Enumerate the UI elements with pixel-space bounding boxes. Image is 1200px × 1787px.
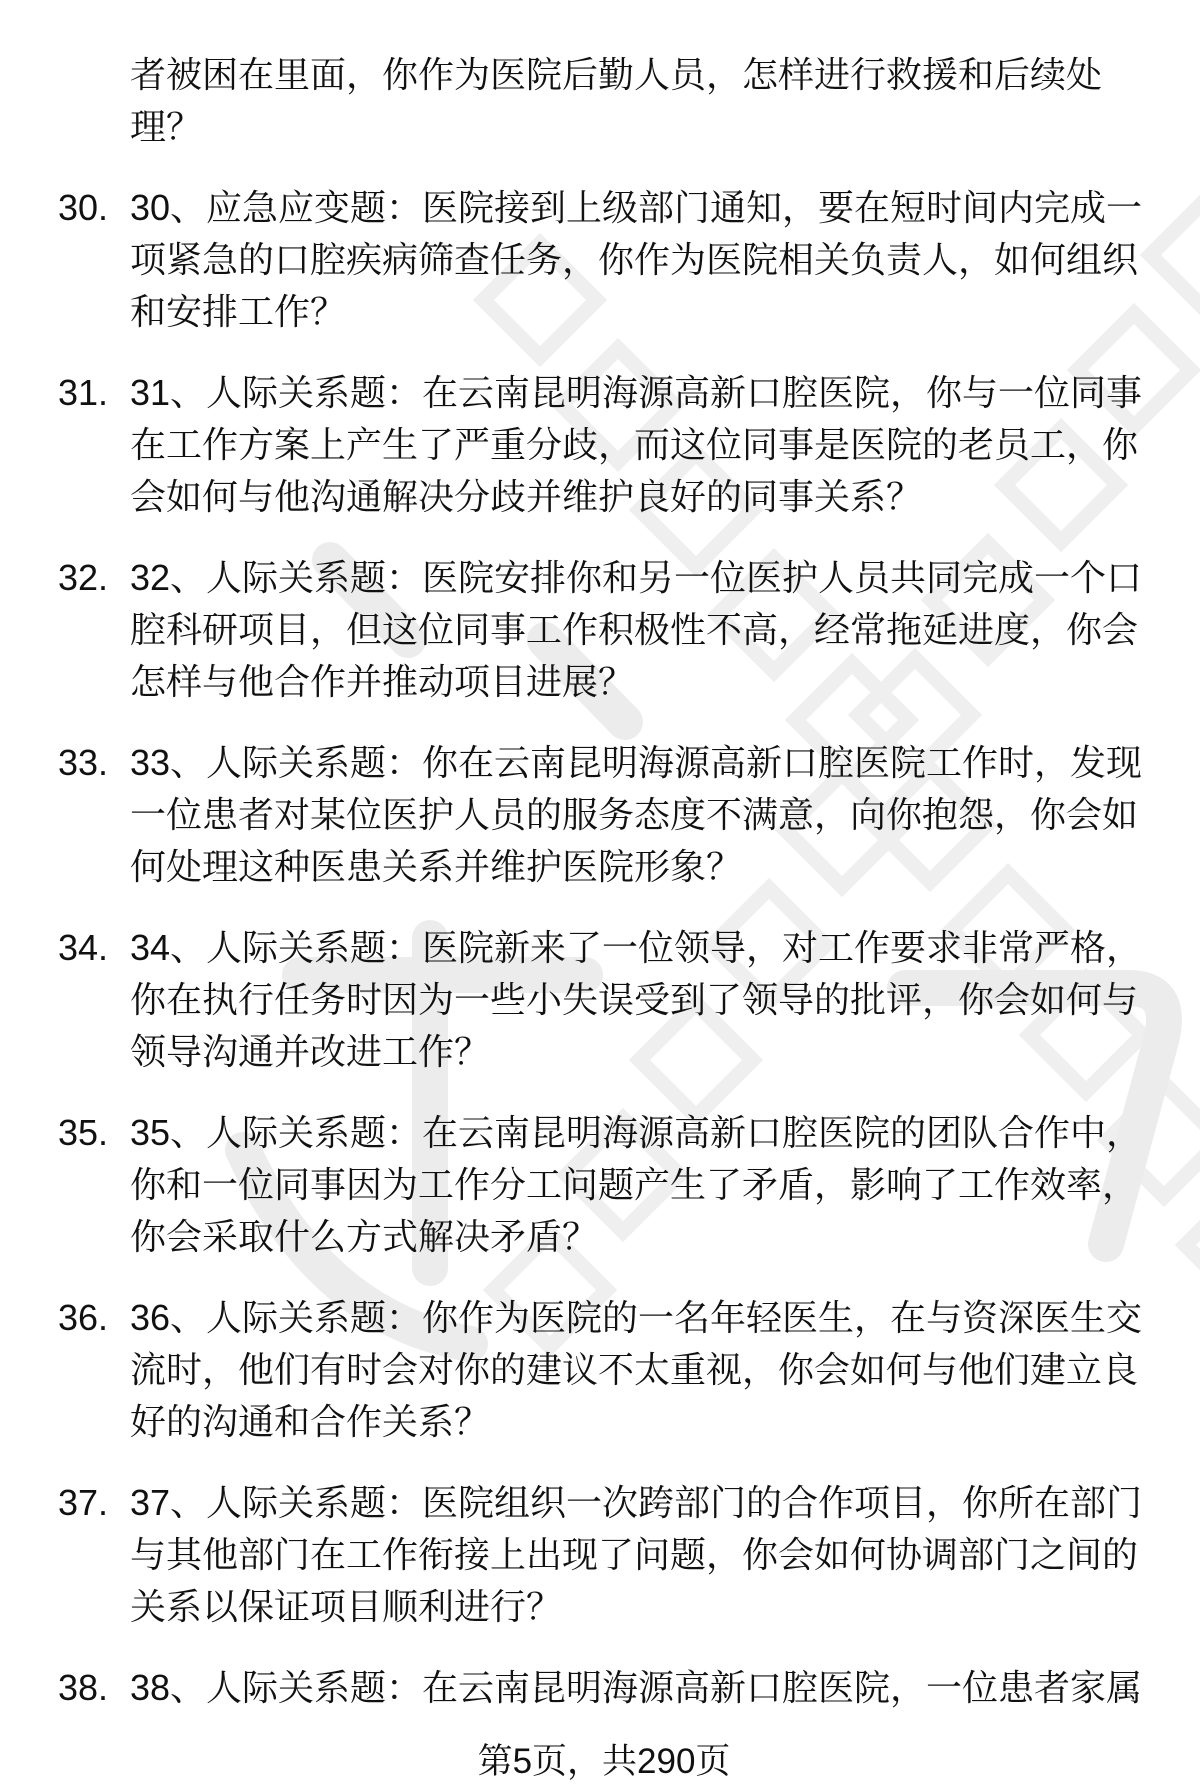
question-item [58, 1477, 1150, 1633]
page-footer: 第5页，共290页 [477, 1742, 731, 1781]
question-number: 38. [58, 1667, 109, 1708]
question-list [58, 182, 1150, 1714]
question-number: 30. [58, 187, 109, 228]
question-item [58, 182, 1150, 338]
question-text: 35、人际关系题：在云南昆明海源高新口腔医院的团队合作中，你和一位同事因为工作分工问题产生了矛盾，影响了工作效率，你会采取什么方式解决矛盾？ [130, 1112, 1143, 1257]
question-number: 33. [58, 742, 109, 783]
question-text: 38、人际关系题：在云南昆明海源高新口腔医院，一位患者家属 [130, 1667, 1143, 1708]
question-text: 33、人际关系题：你在云南昆明海源高新口腔医院工作时，发现一位患者对某位医护人员的服务态度不满意，向你抱怨，你会如何处理这种医患关系并维护医院形象？ [130, 742, 1143, 887]
question-number: 37. [58, 1482, 109, 1523]
question-item [58, 1107, 1150, 1263]
question-number: 35. [58, 1112, 109, 1153]
question-item [58, 922, 1150, 1078]
question-number: 31. [58, 372, 109, 413]
question-29-continuation-text: 者被困在里面，你作为医院后勤人员，怎样进行救援和后续处理？ [130, 54, 1103, 147]
question-text: 36、人际关系题：你作为医院的一名年轻医生，在与资深医生交流时，他们有时会对你的建议不太重视，你会如何与他们建立良好的沟通和合作关系？ [130, 1297, 1143, 1442]
question-item [58, 1662, 1150, 1714]
question-item [58, 1292, 1150, 1448]
question-text: 31、人际关系题：在云南昆明海源高新口腔医院，你与一位同事在工作方案上产生了严重分歧，而这位同事是医院的老员工，你会如何与他沟通解决分歧并维护良好的同事关系？ [130, 372, 1143, 517]
question-item [58, 367, 1150, 523]
question-item [58, 737, 1150, 893]
question-text: 34、人际关系题：医院新来了一位领导，对工作要求非常严格，你在执行任务时因为一些小失误受到了领导的批评，你会如何与领导沟通并改进工作？ [130, 927, 1143, 1072]
question-text: 30、应急应变题：医院接到上级部门通知，要在短时间内完成一项紧急的口腔疾病筛查任务，你作为医院相关负责人，如何组织和安排工作？ [130, 187, 1143, 332]
question-text: 32、人际关系题：医院安排你和另一位医护人员共同完成一个口腔科研项目，但这位同事工作积极性不高，经常拖延进度，你会怎样与他合作并推动项目进展？ [130, 557, 1143, 702]
question-number: 34. [58, 927, 109, 968]
question-number: 32. [58, 557, 109, 598]
question-text: 37、人际关系题：医院组织一次跨部门的合作项目，你所在部门与其他部门在工作衔接上出现了问题，你会如何协调部门之间的关系以保证项目顺利进行？ [130, 1482, 1143, 1627]
question-item [58, 552, 1150, 708]
question-number: 36. [58, 1297, 109, 1338]
